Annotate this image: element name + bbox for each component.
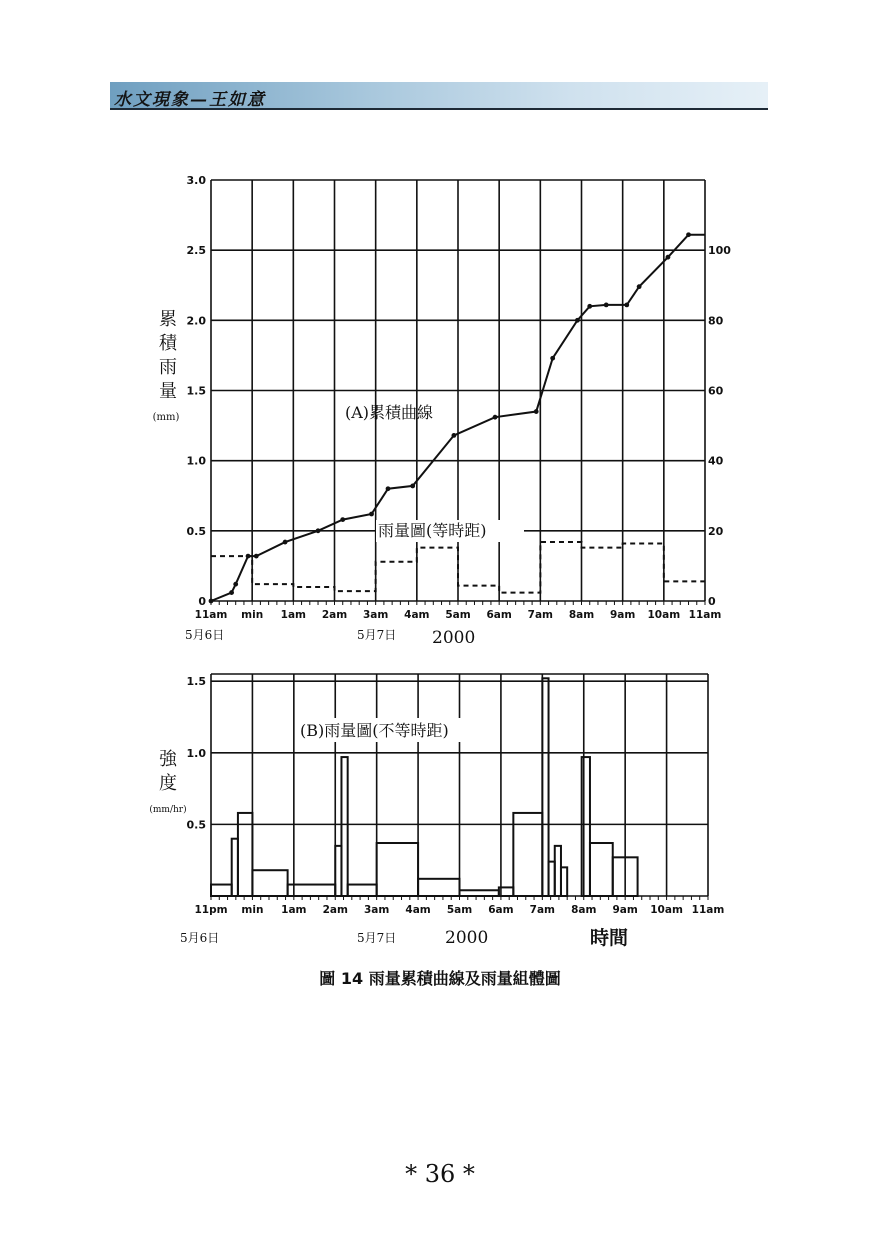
a-cumulative-point — [229, 590, 234, 595]
a-cumulative-point — [550, 356, 555, 361]
a-cumulative-point — [587, 304, 592, 309]
a-y-axis-label-char: 雨 — [159, 357, 177, 378]
b-x-tick-label: 2am — [322, 904, 348, 916]
a-cumulative-point — [575, 318, 580, 323]
b-x-tick-label: min — [241, 904, 264, 916]
b-y-axis-label-char: 強 — [159, 749, 177, 770]
b-x-tick-label: 10am — [650, 904, 683, 916]
a-y-tick-label: 1.0 — [186, 454, 206, 468]
b-x-tick-label: 7am — [529, 904, 556, 916]
b-y-tick-label: 0.5 — [186, 818, 206, 832]
a-cumulative-point — [233, 582, 238, 587]
a-y2-tick-label: 0 — [708, 595, 716, 608]
b-hyetograph-bar — [377, 843, 418, 896]
b-year-label: 2000 — [445, 928, 489, 948]
b-hyetograph-bar — [561, 867, 567, 896]
a-y2-tick-label: 60 — [708, 384, 724, 398]
a-x-tick-label: 2am — [321, 609, 348, 621]
figure-caption: 圖 14 雨量累積曲線及雨量組體圖 — [319, 969, 561, 988]
a-x-tick-label: 8am — [568, 609, 595, 621]
a-cumulative-point — [493, 415, 498, 420]
a-x-tick-label: 10am — [647, 609, 681, 621]
a-x-tick-label: 11am — [688, 609, 722, 621]
b-y-tick-label: 1.5 — [186, 675, 206, 689]
b-hyetograph-bar — [211, 885, 232, 896]
a-annotation-cumulative: (A)累積曲線 — [345, 403, 434, 422]
a-x-tick-label: 7am — [527, 609, 554, 621]
a-y2-tick-label: 100 — [708, 244, 731, 258]
a-cumulative-point — [316, 528, 321, 533]
a-y-axis-label-char: 累 — [159, 309, 177, 330]
b-hyetograph-bar — [418, 879, 459, 896]
a-x-tick-label: 9am — [609, 609, 636, 621]
a-y-axis-label-char: 積 — [159, 333, 177, 354]
a-y-tick-label: 1.5 — [186, 384, 206, 398]
b-x-tick-label: 3am — [363, 904, 390, 916]
a-y-tick-label: 2.0 — [186, 314, 206, 328]
a-y-tick-label: 0.5 — [186, 524, 206, 538]
a-cumulative-point — [666, 255, 671, 260]
a-cumulative-curve — [211, 235, 689, 601]
b-x-tick-label: 8am — [571, 904, 597, 916]
b-hyetograph-bar — [513, 813, 542, 896]
b-hyetograph-bar — [590, 843, 613, 896]
a-y-axis-label-char: 量 — [159, 381, 177, 402]
b-x-tick-label: 11pm — [194, 904, 228, 916]
a-cumulative-point — [340, 517, 345, 522]
b-date-label: 5月6日 — [180, 931, 220, 945]
a-cumulative-point — [246, 554, 251, 559]
a-cumulative-point — [604, 302, 609, 307]
a-y2-tick-label: 40 — [708, 454, 724, 468]
a-x-tick-label: 4am — [404, 609, 430, 621]
a-y-tick-label: 3.0 — [186, 174, 206, 187]
b-hyetograph-bar — [348, 885, 377, 896]
a-cumulative-point — [410, 484, 415, 489]
b-x-axis-label: 時間 — [590, 927, 629, 949]
b-x-tick-label: 1am — [281, 904, 307, 916]
a-cumulative-point — [534, 409, 539, 414]
a-cumulative-point — [369, 512, 374, 517]
a-cumulative-point — [624, 302, 629, 307]
b-x-tick-label: 11am — [691, 904, 725, 916]
b-hyetograph-bar — [582, 757, 590, 896]
a-y-tick-label: 2.5 — [186, 244, 206, 258]
a-y-axis-unit: (mm) — [152, 412, 180, 423]
a-date-label: 5月7日 — [357, 628, 397, 642]
b-hyetograph-bar — [238, 813, 252, 896]
b-y-axis-unit: (mm/hr) — [149, 805, 187, 815]
a-x-tick-label: min — [241, 609, 264, 621]
b-x-tick-label: 9am — [612, 904, 638, 916]
a-x-tick-label: 1am — [280, 609, 307, 621]
b-annotation-hyetograph: (B)雨量圖(不等時距) — [300, 721, 449, 740]
b-date-label: 5月7日 — [357, 931, 397, 945]
a-equal-interval-hyetograph — [211, 542, 705, 593]
a-x-tick-label: 11am — [194, 609, 228, 621]
a-y-tick-label: 0 — [198, 595, 206, 608]
b-y-axis-label-char: 度 — [159, 773, 177, 794]
a-cumulative-point — [451, 433, 456, 438]
b-x-tick-label: 6am — [488, 904, 514, 916]
a-cumulative-point — [386, 486, 391, 491]
a-cumulative-point — [283, 540, 288, 545]
a-year-label: 2000 — [432, 628, 476, 648]
a-cumulative-point — [254, 554, 259, 559]
a-cumulative-point — [209, 599, 214, 604]
a-y2-tick-label: 20 — [708, 524, 724, 538]
a-x-tick-label: 3am — [362, 609, 389, 621]
b-x-tick-label: 4am — [405, 904, 431, 916]
a-y2-tick-label: 80 — [708, 314, 724, 328]
b-hyetograph-bar — [341, 757, 347, 896]
b-hyetograph-bar — [252, 870, 287, 896]
a-annotation-hyetograph: 雨量圖(等時距) — [378, 521, 487, 540]
b-hyetograph-bar — [460, 890, 499, 896]
a-x-tick-label: 6am — [486, 609, 512, 621]
page-number: * 36 * — [405, 1160, 475, 1188]
b-x-tick-label: 5am — [446, 904, 473, 916]
a-cumulative-point — [637, 284, 642, 289]
b-hyetograph-bar — [288, 885, 336, 896]
a-date-label: 5月6日 — [185, 628, 225, 642]
a-x-tick-label: 5am — [445, 609, 471, 621]
b-y-tick-label: 1.0 — [186, 746, 206, 760]
running-header-title: 水文現象—王如意 — [114, 90, 266, 110]
